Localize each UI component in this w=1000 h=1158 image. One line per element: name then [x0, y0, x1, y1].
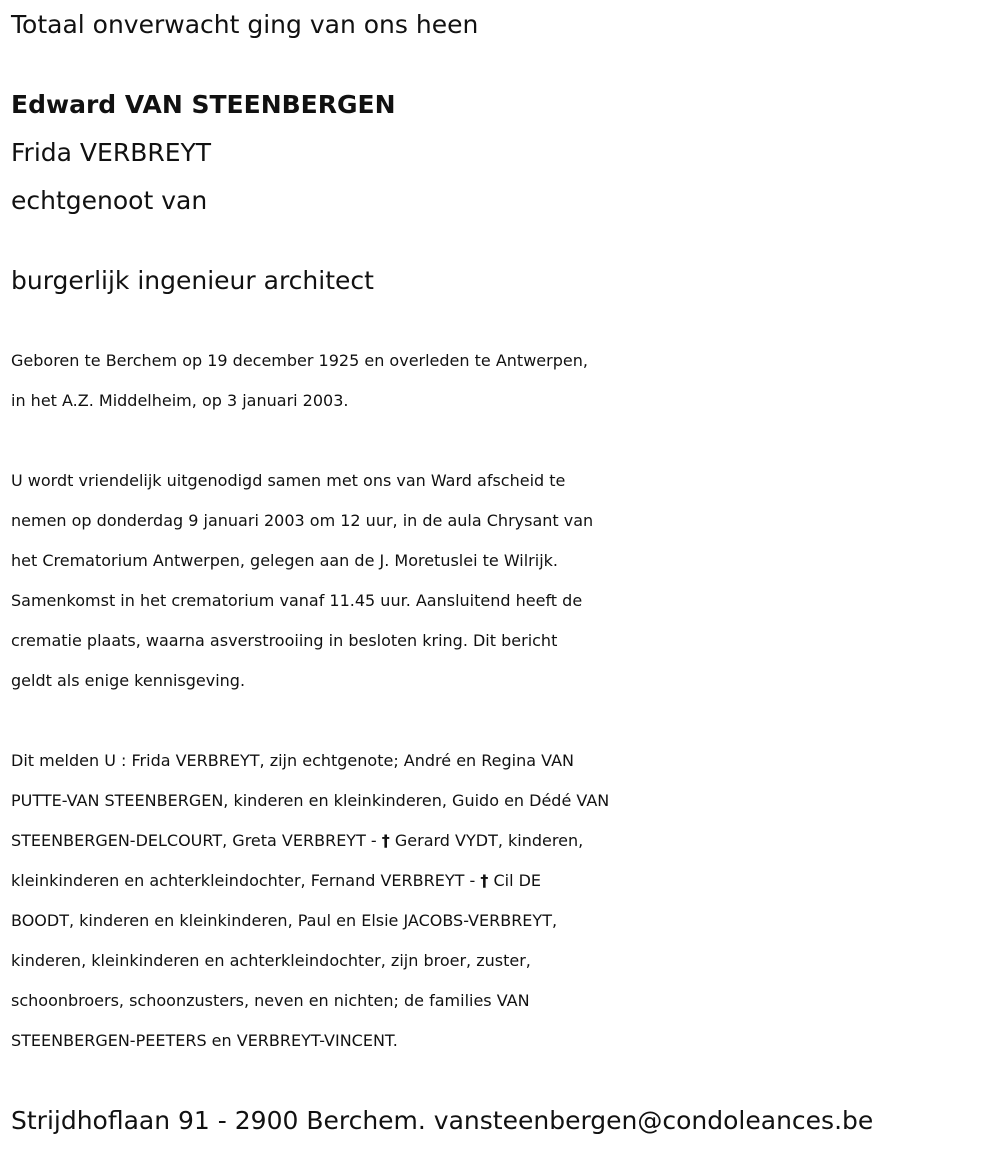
birth-death-line: Geboren te Berchem op 19 december 1925 en overleden te Antwerpen,: [11, 351, 588, 370]
invitation-paragraph: [11, 461, 991, 701]
announcers-text: Cil DE: [488, 871, 542, 890]
announcers-line: schoonbroers, schoonzusters, neven en nichten; de families VAN: [11, 991, 530, 1010]
address-line: Strijdhoflaan 91 - 2900 Berchem. vansteenbergen@condoleances.be: [11, 1106, 874, 1135]
invitation-line: geldt als enige kennisgeving.: [11, 671, 246, 690]
announcers-text: STEENBERGEN-DELCOURT, Greta VERBREYT -: [11, 831, 382, 850]
announcers-line: [11, 861, 991, 901]
birth-death-line: in het A.Z. Middelheim, op 3 januari 2003.: [11, 391, 349, 410]
announcers-line: PUTTE-VAN STEENBERGEN, kinderen en kleinkinderen, Guido en Dédé VAN: [11, 791, 610, 810]
cross-icon: †: [480, 871, 489, 890]
spouse-name: Frida VERBREYT: [11, 138, 212, 167]
announcers-paragraph: [11, 741, 991, 1061]
invitation-line: U wordt vriendelijk uitgenodigd samen met ons van Ward afscheid te: [11, 471, 566, 490]
deceased-name: Edward VAN STEENBERGEN: [11, 90, 396, 119]
cross-icon: †: [381, 831, 390, 850]
relation-line: echtgenoot van: [11, 186, 208, 215]
announcers-text: kleinkinderen en achterkleindochter, Fernand VERBREYT -: [11, 871, 481, 890]
announcers-text: Gerard VYDT, kinderen,: [389, 831, 584, 850]
invitation-line: Samenkomst in het crematorium vanaf 11.45 uur. Aansluitend heeft de: [11, 591, 583, 610]
announcers-line: STEENBERGEN-PEETERS en VERBREYT-VINCENT.: [11, 1031, 398, 1050]
profession-line: burgerlijk ingenieur architect: [11, 266, 374, 295]
announcers-line: BOODT, kinderen en kleinkinderen, Paul en Elsie JACOBS-VERBREYT,: [11, 911, 558, 930]
birth-death-paragraph: [11, 341, 991, 421]
announcers-line: kinderen, kleinkinderen en achterkleindochter, zijn broer, zuster,: [11, 951, 531, 970]
invitation-line: crematie plaats, waarna asverstrooiing in besloten kring. Dit bericht: [11, 631, 558, 650]
invitation-line: nemen op donderdag 9 januari 2003 om 12 uur, in de aula Chrysant van: [11, 511, 594, 530]
announcers-line: Dit melden U : Frida VERBREYT, zijn echtgenote; André en Regina VAN: [11, 751, 574, 770]
invitation-line: het Crematorium Antwerpen, gelegen aan de J. Moretuslei te Wilrijk.: [11, 551, 558, 570]
intro-line: Totaal onverwacht ging van ons heen: [11, 10, 479, 39]
announcers-line: [11, 821, 991, 861]
